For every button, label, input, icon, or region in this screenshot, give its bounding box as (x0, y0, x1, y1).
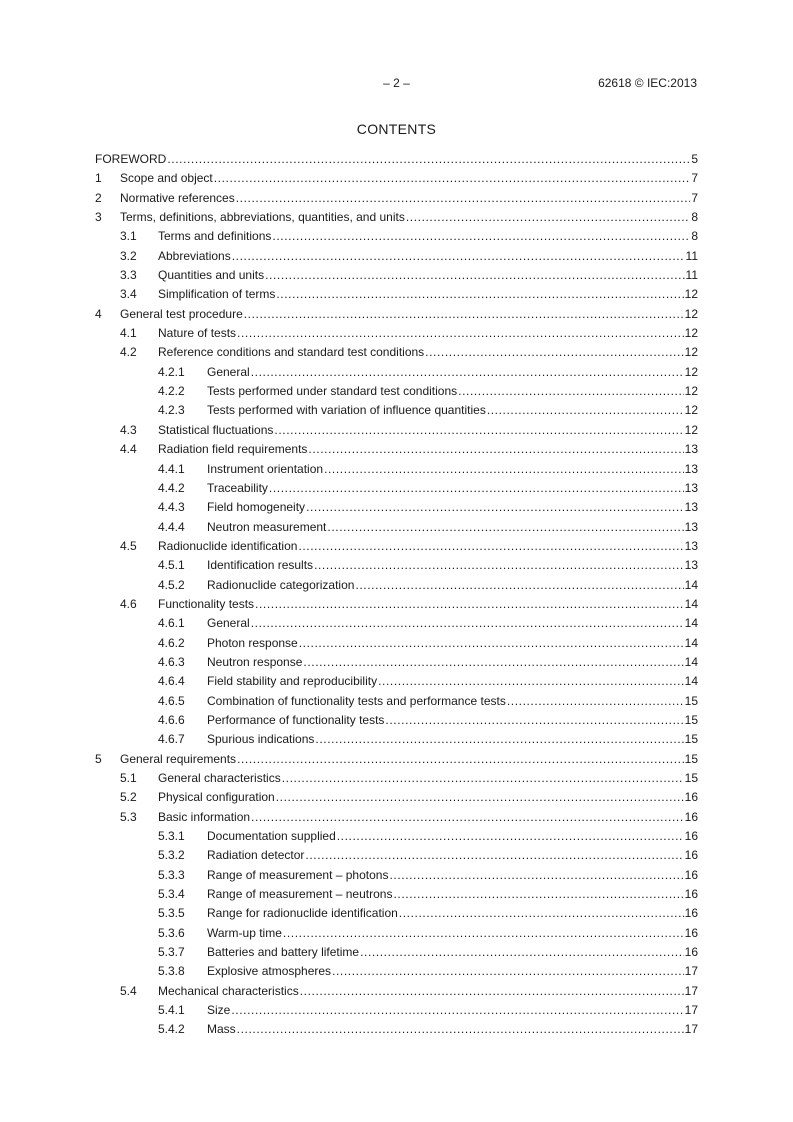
dot-leader (214, 169, 691, 188)
toc-entry-label: Normative references (120, 190, 235, 205)
toc-entry-label: Radionuclide categorization (207, 577, 355, 592)
toc-entry-number: 3.4 (120, 287, 137, 302)
toc-entry-page: 12 (684, 403, 698, 418)
toc-entry-number: 4.4.4 (158, 519, 185, 534)
toc-entry-page: 12 (684, 384, 698, 399)
toc-entry-page: 16 (684, 945, 698, 960)
toc-entry-number: 4.6.6 (158, 712, 185, 727)
toc-entry[interactable] (95, 808, 698, 827)
toc-entry-label: Field stability and reproducibility (207, 674, 378, 689)
toc-entry-page: 12 (684, 364, 698, 379)
toc-entry-number: 4.6.4 (158, 674, 185, 689)
toc-entry-label: Warm-up time (207, 925, 282, 940)
toc-entry-page: 15 (684, 732, 698, 747)
dot-leader (327, 518, 683, 537)
toc-entry[interactable] (95, 711, 698, 730)
toc-entry-label: Range for radionuclide identification (207, 906, 398, 921)
toc-entry-label: Tests performed with variation of influence quantities (207, 403, 486, 418)
toc-entry-number: 5.3.5 (158, 906, 185, 921)
toc-entry-label: Combination of functionality tests and performance tests (207, 693, 506, 708)
toc-entry[interactable] (95, 189, 698, 208)
dot-leader (237, 1020, 684, 1039)
toc-entry-number: 5.3.7 (158, 945, 185, 960)
toc-entry[interactable] (95, 1001, 698, 1020)
toc-entry-number: 4.6 (120, 596, 137, 611)
dot-leader (272, 227, 690, 246)
toc-entry[interactable] (95, 440, 698, 459)
toc-entry-label: Mechanical characteristics (158, 983, 299, 998)
toc-entry-label: Reference conditions and standard test conditions (158, 345, 425, 360)
dot-leader (389, 866, 683, 885)
toc-entry-page: 16 (684, 867, 698, 882)
toc-entry[interactable] (95, 904, 698, 923)
toc-entry-number: 4.1 (120, 326, 137, 341)
toc-entry-number: 5.2 (120, 790, 137, 805)
page-title: CONTENTS (356, 121, 437, 137)
toc-entry-page: 8 (691, 229, 698, 244)
toc-entry-page: 14 (684, 616, 698, 631)
dot-leader (298, 537, 683, 556)
toc-entry[interactable] (95, 150, 698, 169)
toc-entry-label: Photon response (207, 635, 298, 650)
toc-entry-label: Basic information (158, 809, 251, 824)
toc-entry-number: 4.2.1 (158, 364, 185, 379)
toc-entry-page: 13 (684, 442, 698, 457)
toc-entry-number: 4.5 (120, 538, 137, 553)
toc-entry-page: 17 (684, 983, 698, 998)
toc-entry-number: 5.3 (120, 809, 137, 824)
toc-entry-number: 4.3 (120, 422, 137, 437)
toc-entry[interactable] (95, 537, 698, 556)
toc-entry-number: 5.3.3 (158, 867, 185, 882)
toc-entry-label: Field homogeneity (207, 500, 306, 515)
toc-entry[interactable] (95, 382, 698, 401)
page-number: – 2 – (383, 76, 410, 90)
toc-entry-label: Neutron response (207, 654, 303, 669)
toc-entry-label: Radionuclide identification (158, 538, 298, 553)
toc-entry[interactable] (95, 827, 698, 846)
toc-entry-number: 3 (95, 210, 102, 225)
dot-leader (337, 827, 684, 846)
toc-entry-number: 5.3.8 (158, 964, 185, 979)
toc-entry-label: Mass (207, 1022, 236, 1037)
toc-entry-number: 4.2 (120, 345, 137, 360)
toc-entry-number: 3.3 (120, 268, 137, 283)
toc-entry[interactable] (95, 943, 698, 962)
toc-entry-number: 4.6.7 (158, 732, 185, 747)
dot-leader (303, 653, 683, 672)
toc-entry-label: Size (207, 1003, 231, 1018)
dot-leader (265, 266, 684, 285)
toc-entry-page: 12 (684, 422, 698, 437)
toc-entry-label: Instrument orientation (207, 461, 324, 476)
toc-entry-page: 16 (684, 887, 698, 902)
dot-leader (308, 440, 683, 459)
toc-entry[interactable] (95, 924, 698, 943)
dot-leader (251, 808, 684, 827)
toc-entry-number: 4.6.3 (158, 654, 185, 669)
toc-entry-page: 16 (684, 848, 698, 863)
toc-entry-page: 13 (684, 538, 698, 553)
toc-entry-label: Terms and definitions (158, 229, 272, 244)
toc-entry[interactable] (95, 401, 698, 420)
toc-entry-page: 14 (684, 674, 698, 689)
toc-entry-number: 4.6.2 (158, 635, 185, 650)
toc-entry-label: General test procedure (120, 306, 243, 321)
dot-leader (458, 382, 684, 401)
toc-entry-label: Neutron measurement (207, 519, 327, 534)
toc-entry-label: Nature of tests (158, 326, 237, 341)
toc-entry-label: Documentation supplied (207, 829, 336, 844)
toc-entry-page: 15 (684, 693, 698, 708)
dot-leader (378, 672, 684, 691)
dot-leader (300, 982, 684, 1001)
toc-entry-page: 15 (684, 751, 698, 766)
toc-entry-page: 14 (684, 635, 698, 650)
toc-entry[interactable] (95, 614, 698, 633)
toc-entry-label: Range of measurement – photons (207, 867, 389, 882)
dot-leader (282, 769, 684, 788)
dot-leader (237, 750, 684, 769)
toc-entry[interactable] (95, 885, 698, 904)
toc-entry-page: 7 (691, 171, 698, 186)
toc-entry-page: 14 (684, 577, 698, 592)
toc-entry-label: Identification results (207, 558, 314, 573)
toc-entry-label: Explosive atmospheres (207, 964, 332, 979)
toc-entry-number: 5.3.1 (158, 829, 185, 844)
toc-entry[interactable] (95, 305, 698, 324)
toc-entry-number: 5.1 (120, 771, 137, 785)
toc-entry-number: 5.3.4 (158, 887, 185, 902)
dot-leader (269, 479, 684, 498)
toc-entry[interactable] (95, 769, 698, 788)
toc-entry[interactable] (95, 498, 698, 517)
toc-entry[interactable] (95, 730, 698, 749)
toc-entry-number: 4.4 (120, 442, 137, 457)
toc-entry[interactable] (95, 479, 698, 498)
toc-entry[interactable] (95, 962, 698, 981)
toc-entry-page: 12 (684, 326, 698, 341)
dot-leader (244, 305, 684, 324)
toc-entry-label: Spurious indications (207, 732, 315, 747)
toc-entry[interactable] (95, 788, 698, 807)
toc-entry-page: 16 (684, 906, 698, 921)
toc-entry[interactable] (95, 750, 698, 769)
toc-entry-page: 16 (684, 809, 698, 824)
toc-entry-page: 11 (685, 268, 698, 283)
dot-leader (274, 421, 683, 440)
toc-entry-label: Tests performed under standard test conditions (207, 384, 458, 399)
toc-entry-label: Functionality tests (158, 596, 255, 611)
toc-entry-label: Range of measurement – neutrons (207, 887, 393, 902)
toc-entry[interactable] (95, 556, 698, 575)
dot-leader (305, 846, 683, 865)
toc-entry-page: 13 (684, 558, 698, 573)
dot-leader (487, 401, 684, 420)
toc-entry-page: 16 (684, 925, 698, 940)
toc-entry[interactable] (95, 576, 698, 595)
toc-entry-label: General characteristics (158, 771, 281, 785)
toc-entry-label: Batteries and battery lifetime (207, 945, 360, 960)
toc-entry-label: Simplification of terms (158, 287, 276, 302)
dot-leader (167, 150, 690, 169)
document-id: 62618 © IEC:2013 (598, 76, 697, 90)
dot-leader (406, 208, 690, 227)
dot-leader (299, 634, 684, 653)
toc-entry-label: General requirements (120, 751, 237, 766)
toc-entry-page: 5 (691, 152, 698, 166)
toc-entry-page: 13 (684, 461, 698, 476)
dot-leader (425, 343, 683, 362)
dot-leader (232, 247, 685, 266)
toc-entry[interactable] (95, 266, 698, 285)
toc-entry[interactable] (95, 363, 698, 382)
toc-entry[interactable] (95, 343, 698, 362)
dot-leader (306, 498, 684, 517)
toc-entry[interactable] (95, 692, 698, 711)
toc-entry-page: 15 (684, 771, 698, 785)
toc-entry[interactable] (95, 285, 698, 304)
toc-entry-number: 5.4.1 (158, 1003, 185, 1018)
toc-entry-page: 16 (684, 790, 698, 805)
toc-entry-page: 14 (684, 654, 698, 669)
toc-entry[interactable] (95, 866, 698, 885)
toc-entry-label: Traceability (207, 480, 268, 495)
toc-entry-page: 12 (684, 306, 698, 321)
toc-entry-page: 11 (685, 248, 698, 263)
toc-entry[interactable] (95, 634, 698, 653)
dot-leader (507, 692, 684, 711)
toc-entry-number: 3.1 (120, 229, 137, 244)
toc-entry-page: 12 (684, 345, 698, 360)
toc-entry[interactable] (95, 247, 698, 266)
toc-entry-page: 8 (691, 210, 698, 225)
toc-entry[interactable] (95, 208, 698, 227)
dot-leader (237, 324, 684, 343)
toc-entry-label: Terms, definitions, abbreviations, quantities, and units (120, 210, 405, 225)
toc-entry-label: Statistical fluctuations (158, 422, 274, 437)
dot-leader (332, 962, 684, 981)
toc-entry-number: 4.4.3 (158, 500, 185, 515)
dot-leader (255, 595, 684, 614)
toc-entry[interactable] (95, 846, 698, 865)
toc-entry-number: 4.2.3 (158, 403, 185, 418)
toc-entry-number: 4.5.1 (158, 558, 185, 573)
toc-entry-number: 4.2.2 (158, 384, 185, 399)
dot-leader (360, 943, 684, 962)
toc-entry-number: 4 (95, 306, 102, 321)
toc-entry-page: 17 (684, 964, 698, 979)
dot-leader (315, 730, 683, 749)
toc-entry[interactable] (95, 460, 698, 479)
dot-leader (324, 460, 684, 479)
toc-entry[interactable] (95, 595, 698, 614)
toc-entry-page: 13 (684, 480, 698, 495)
toc-entry-label: General (207, 616, 250, 631)
toc-entry-number: 3.2 (120, 248, 137, 263)
toc-entry-label: Abbreviations (158, 248, 231, 263)
toc-entry-label: FOREWORD (95, 152, 167, 166)
dot-leader (399, 904, 684, 923)
dot-leader (393, 885, 683, 904)
toc-entry-number: 5.4.2 (158, 1022, 185, 1037)
toc-entry[interactable] (95, 518, 698, 537)
toc-entry[interactable] (95, 227, 698, 246)
toc-entry-page: 17 (684, 1022, 698, 1037)
toc-entry-number: 4.5.2 (158, 577, 185, 592)
toc-entry-page: 7 (691, 190, 698, 205)
toc-entry-number: 5.3.2 (158, 848, 185, 863)
dot-leader (276, 788, 684, 807)
toc-entry[interactable] (95, 169, 698, 188)
dot-leader (231, 1001, 683, 1020)
toc-entry-label: Radiation field requirements (158, 442, 308, 457)
toc-entry[interactable] (95, 982, 698, 1001)
toc-entry-number: 5.3.6 (158, 925, 185, 940)
toc-entry-page: 17 (684, 1003, 698, 1018)
toc-entry-label: Performance of functionality tests (207, 712, 385, 727)
dot-leader (283, 924, 684, 943)
toc-entry-page: 14 (684, 596, 698, 611)
toc-entry-label: Scope and object (120, 171, 213, 186)
toc-entry-number: 2 (95, 190, 102, 205)
toc-entry-number: 1 (95, 171, 102, 186)
toc-entry-number: 4.4.2 (158, 480, 185, 495)
toc-entry[interactable] (95, 324, 698, 343)
dot-leader (355, 576, 683, 595)
toc-entry-number: 5.4 (120, 983, 137, 998)
toc-entry-number: 4.4.1 (158, 461, 185, 476)
toc-entry[interactable] (95, 672, 698, 691)
toc-entry-number: 5 (95, 751, 102, 766)
toc-entry-page: 15 (684, 712, 698, 727)
dot-leader (276, 285, 683, 304)
dot-leader (314, 556, 684, 575)
toc-entry-label: Quantities and units (158, 268, 265, 283)
toc-entry-label: Radiation detector (207, 848, 305, 863)
toc-entry-number: 4.6.5 (158, 693, 185, 708)
toc-entry[interactable] (95, 421, 698, 440)
dot-leader (385, 711, 683, 730)
toc-entry-page: 16 (684, 829, 698, 844)
toc-entry-page: 13 (684, 519, 698, 534)
dot-leader (251, 614, 684, 633)
table-of-contents (95, 150, 698, 1040)
dot-leader (251, 363, 684, 382)
toc-entry-label: Physical configuration (158, 790, 275, 805)
toc-entry-number: 4.6.1 (158, 616, 185, 631)
toc-entry-page: 13 (684, 500, 698, 515)
dot-leader (236, 189, 691, 208)
toc-entry-page: 12 (684, 287, 698, 302)
toc-entry[interactable] (95, 1020, 698, 1039)
toc-entry[interactable] (95, 653, 698, 672)
toc-entry-label: General (207, 364, 250, 379)
